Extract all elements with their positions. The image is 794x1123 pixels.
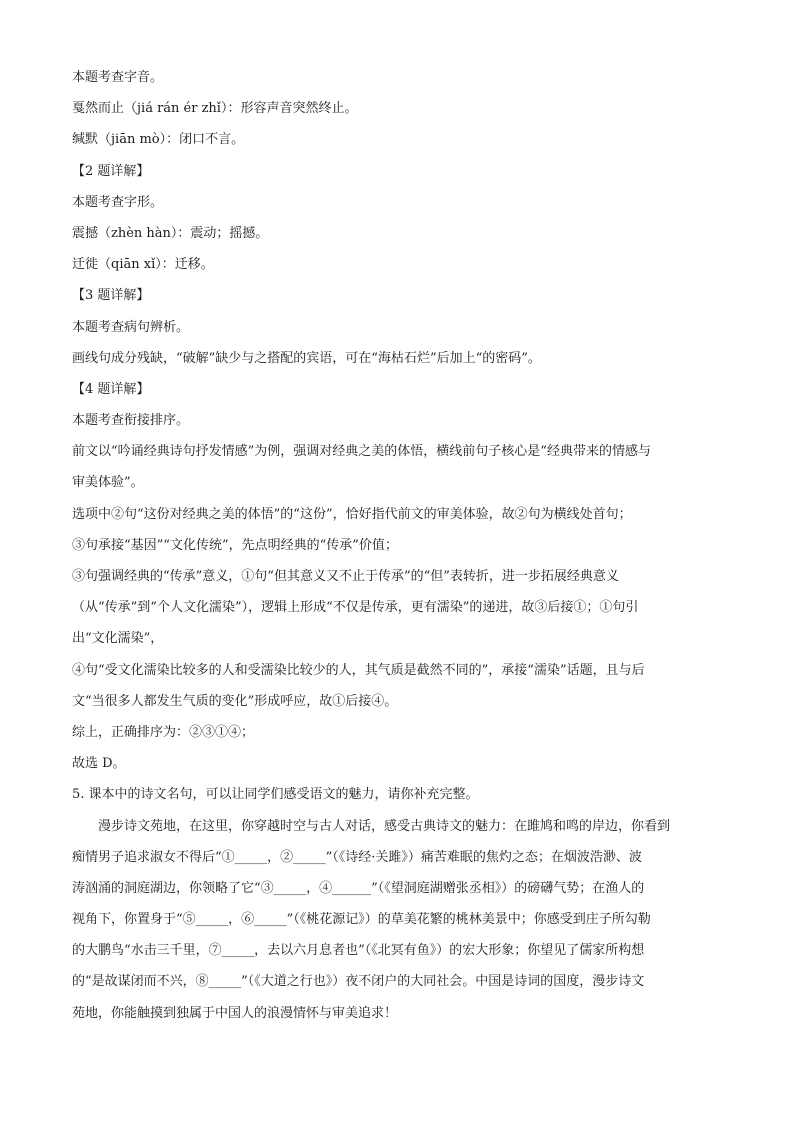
answer-line: 缄默（jiān mò）：闭口不言。 — [72, 132, 245, 148]
answer-line: 审美体验”。 — [72, 475, 144, 491]
answer-line: 文“当很多人都发生气质的变化”形成呼应，故①后接④。 — [72, 693, 398, 709]
answer-line: ④句“受文化濡染比较多的人和受濡染比较少的人，其气质是截然不同的”，承接“濡染”话题，且与后 — [72, 662, 645, 678]
answer-line: ③句承接“基因”“文化传统”，先点明经典的“传承”价值； — [72, 537, 398, 553]
answer-line: 震撼（zhèn hàn）：震动；摇撼。 — [72, 225, 269, 241]
section-heading: 【2 题详解】 — [72, 163, 150, 179]
passage-line: 的大鹏鸟“水击三千里，⑦_____，去以六月息者也”（《北冥有鱼》）的宏大形象；你望见了儒家所构想 — [72, 943, 645, 959]
answer-line: 选项中②句“这份对经典之美的体悟”的“这份”，恰好指代前文的审美体验，故②句为横线处首句； — [72, 506, 632, 522]
answer-line: 综上，正确排序为：②③①④； — [72, 724, 255, 740]
passage-line: 视角下，你置身于“⑤_____，⑥_____”（《桃花源记》）的草美花繁的桃林美景中；你感受到庄子所勾勒 — [72, 912, 651, 928]
answer-line: 本题考查衔接排序。 — [72, 413, 190, 429]
passage-line: 漫步诗文苑地，在这里，你穿越时空与古人对话，感受古典诗文的魅力：在雎鸠和鸣的岸边，你看到 — [98, 818, 671, 834]
passage-line: 涛汹涌的洞庭湖边，你领略了它“③_____，④______”（《望洞庭湖赠张丞相》）的磅礴气势；在渔人的 — [72, 880, 645, 896]
question-title: 5. 课本中的诗文名句，可以让同学们感受语文的魅力，请你补充完整。 — [72, 787, 479, 803]
section-heading: 【3 题详解】 — [72, 288, 150, 304]
answer-line: 出“文化濡染”， — [72, 631, 164, 647]
answer-line: （从“传承”到“个人文化濡染”），逻辑上形成“不仅是传承，更有濡染”的递进，故③后接①；①句引 — [72, 600, 639, 616]
answer-line: 画线句成分残缺，“破解”缺少与之搭配的宾语，可在“海枯石烂”后加上“的密码”。 — [72, 350, 541, 366]
answer-line: 本题考查病句辨析。 — [72, 319, 190, 335]
answer-line: 迁徙（qiān xǐ）：迁移。 — [72, 257, 214, 273]
document-page — [72, 62, 722, 1029]
answer-line: ③句强调经典的“传承”意义，①句“但其意义又不止于传承”的“但”表转折，进一步拓展经典意义 — [72, 569, 619, 584]
answer-line: 本题考查字音。 — [72, 70, 164, 85]
answer-line: 本题考查字形。 — [72, 194, 164, 210]
answer-line: 故选 D。 — [72, 756, 126, 772]
passage-line: 的“是故谋闭而不兴，⑧_____”（《大道之行也》）夜不闭户的大同社会。中国是诗词的国度，漫步诗文 — [72, 974, 645, 990]
passage-line: 痴情男子追求淑女不得后“①_____，②_____”（《诗经·关雎》）痛苦难眠的焦灼之态；在烟波浩渺、波 — [72, 849, 642, 865]
section-heading: 【4 题详解】 — [72, 381, 150, 397]
answer-line: 前文以“吟诵经典诗句抒发情感”为例，强调对经典之美的体悟，横线前句子核心是“经典带来的情感与 — [72, 444, 651, 460]
passage-line: 苑地，你能触摸到独属于中国人的浪漫情怀与审美追求！ — [72, 1005, 398, 1021]
answer-line: 戛然而止（jiá rán ér zhǐ）：形容声音突然终止。 — [72, 101, 358, 117]
